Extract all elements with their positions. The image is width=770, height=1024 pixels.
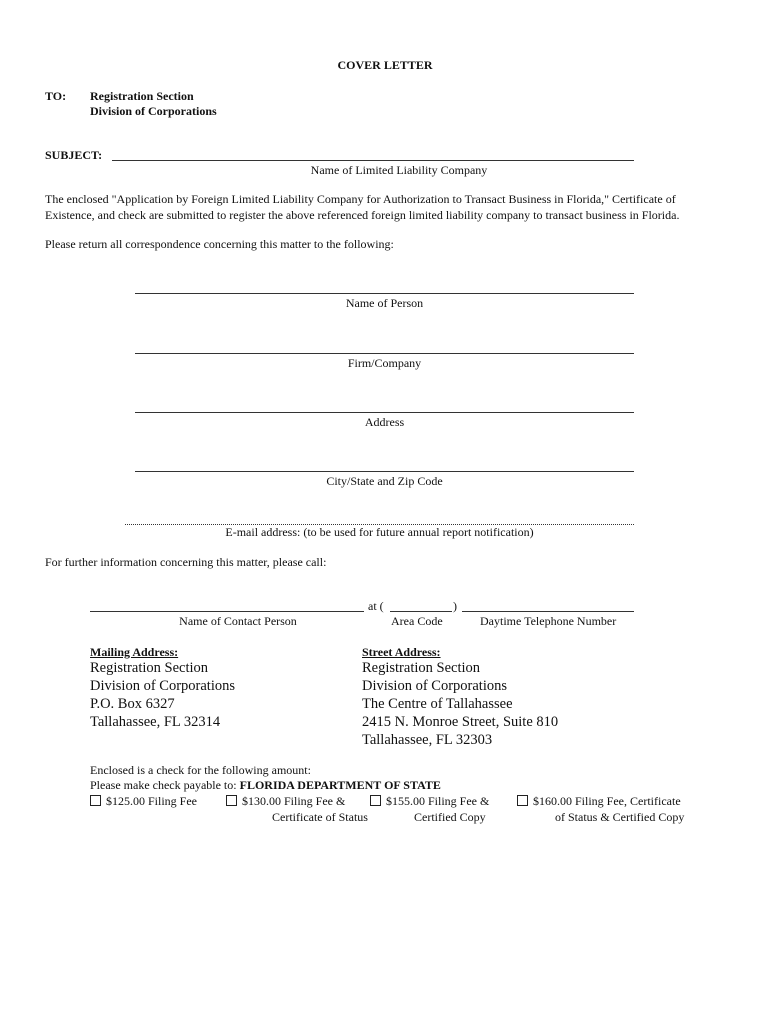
name-of-person-line[interactable] <box>135 293 634 294</box>
payment-prefix: Please make check payable to: <box>90 778 240 792</box>
subject-input-line[interactable] <box>112 160 634 161</box>
page-title: COVER LETTER <box>337 58 433 72</box>
address-caption: Address <box>364 415 405 429</box>
name-of-person-caption: Name of Person <box>345 296 424 310</box>
street-address-line: Tallahassee, FL 32303 <box>362 732 493 748</box>
daytime-phone-caption: Daytime Telephone Number <box>480 614 617 628</box>
fee-option-160[interactable] <box>517 794 681 809</box>
contact-person-line[interactable] <box>90 611 364 612</box>
street-address-line: The Centre of Tallahassee <box>362 696 513 712</box>
checkbox-icon[interactable] <box>517 795 528 806</box>
fee-option-label-2: Certificate of Status <box>272 810 368 824</box>
subject-caption: Name of Limited Liability Company <box>310 163 488 177</box>
city-state-zip-line[interactable] <box>135 471 634 472</box>
checkbox-icon[interactable] <box>226 795 237 806</box>
payee-name: FLORIDA DEPARTMENT OF STATE <box>239 778 441 792</box>
fee-option-label-2: of Status & Certified Copy <box>555 810 685 824</box>
street-address-heading: Street Address: <box>362 645 441 659</box>
to-line-1: Registration Section <box>90 89 194 103</box>
address-line[interactable] <box>135 412 634 413</box>
payment-line-1: Enclosed is a check for the following amount: <box>90 763 311 777</box>
checkbox-icon[interactable] <box>370 795 381 806</box>
fee-option-label: $125.00 Filing Fee <box>106 794 198 808</box>
firm-company-line[interactable] <box>135 353 634 354</box>
city-state-zip-caption: City/State and Zip Code <box>326 474 443 488</box>
street-address-line: Registration Section <box>362 660 480 676</box>
fee-option-130[interactable] <box>226 794 345 809</box>
checkbox-icon[interactable] <box>90 795 101 806</box>
street-address-line: 2415 N. Monroe Street, Suite 810 <box>362 714 559 730</box>
at-paren-open: at ( <box>368 599 384 613</box>
body-paragraph-1: The enclosed "Application by Foreign Limited Liability Company for Authorization to Transact Business in Florida," Certificate of Existence, and check are submitted to register the above referenced foreign limited liability company to transact business in Florida. <box>45 192 680 222</box>
firm-company-caption: Firm/Company <box>347 356 422 370</box>
fee-option-label: $160.00 Filing Fee, Certificate <box>533 794 681 808</box>
mailing-address-line: P.O. Box 6327 <box>90 696 175 712</box>
mailing-address-line: Division of Corporations <box>90 678 235 694</box>
fee-option-label-2: Certified Copy <box>414 810 486 824</box>
fee-option-label: $155.00 Filing Fee & <box>386 794 490 808</box>
mailing-address-line: Tallahassee, FL 32314 <box>90 714 221 730</box>
email-caption: E-mail address: (to be used for future annual report notification) <box>225 525 534 539</box>
further-info-text: For further information concerning this matter, please call: <box>45 555 327 569</box>
fee-option-155[interactable] <box>370 794 489 809</box>
subject-label: SUBJECT: <box>45 148 103 162</box>
body-paragraph-2: Please return all correspondence concerning this matter to the following: <box>45 237 394 251</box>
paren-close: ) <box>453 599 457 613</box>
fee-option-125[interactable] <box>90 794 197 809</box>
payment-line-2 <box>90 778 441 793</box>
area-code-line[interactable] <box>390 611 452 612</box>
mailing-address-heading: Mailing Address: <box>90 645 179 659</box>
area-code-caption: Area Code <box>391 614 443 628</box>
street-address-line: Division of Corporations <box>362 678 507 694</box>
to-label: TO: <box>45 89 67 103</box>
to-line-2: Division of Corporations <box>90 104 217 118</box>
daytime-phone-line[interactable] <box>462 611 634 612</box>
fee-option-label: $130.00 Filing Fee & <box>242 794 346 808</box>
contact-person-caption: Name of Contact Person <box>179 614 297 628</box>
mailing-address-line: Registration Section <box>90 660 208 676</box>
